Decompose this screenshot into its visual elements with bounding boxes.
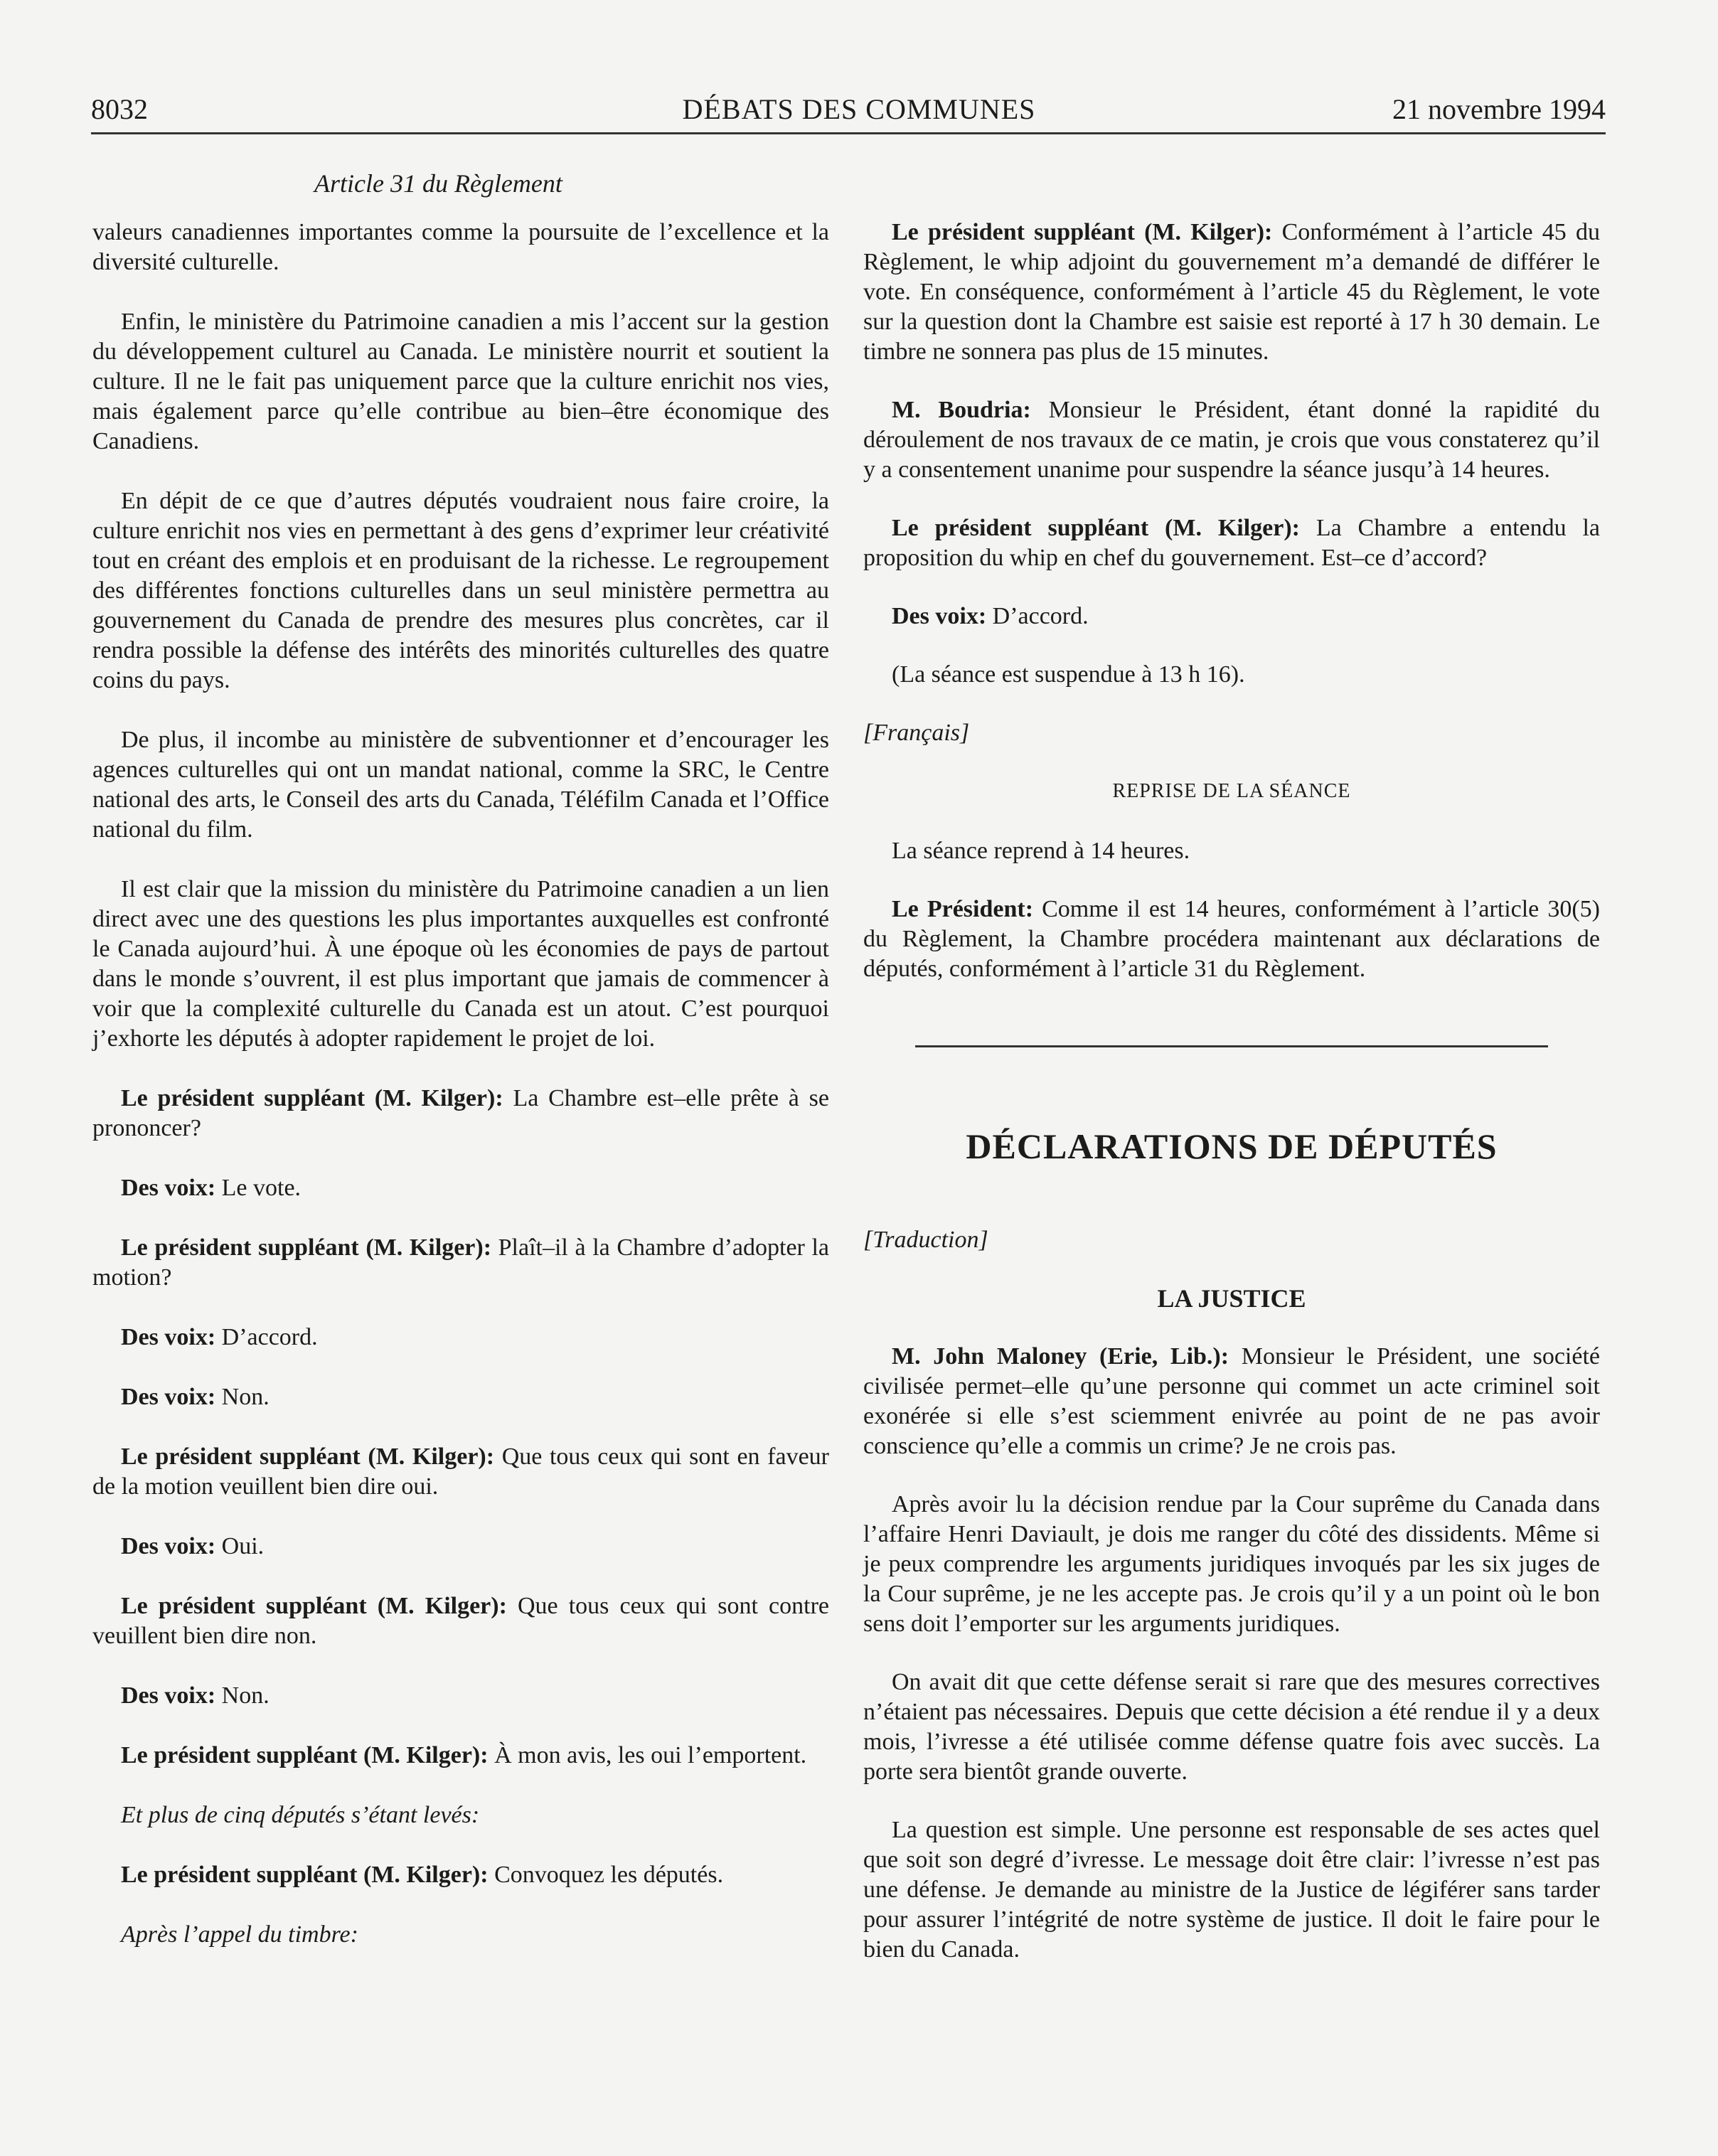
speech: [863, 602, 1600, 631]
publication-date: 21 novembre 1994: [1392, 93, 1606, 125]
speech: [863, 513, 1600, 573]
procedural-note: (La séance est suspendue à 13 h 16).: [892, 661, 1245, 688]
speech: [92, 1741, 829, 1771]
speaker-name: Le président suppléant (M. Kilger):: [121, 1234, 492, 1261]
speech-text: Monsieur le Président, étant donné la rapidité du déroulement de nos travaux de ce matin, je crois que vous constaterez qu’il y a consentement unanime pour suspendre la séance jusqu’à 14 heures.: [863, 397, 1600, 483]
speaker-name: Le président suppléant (M. Kilger):: [121, 1443, 495, 1470]
language-marker: [Traduction]: [863, 1227, 988, 1253]
paragraph: Après avoir lu la décision rendue par la Cour suprême du Canada dans l’affaire Henri Daviault, je dois me ranger du côté des dissidents. Même si je peux comprendre les arguments juridiques invoqués par les six juges de la Cour suprême, je ne les accepte pas. Je crois qu’il y a un point où le bon sens doit l’emporter sur les arguments juridiques.: [863, 1491, 1600, 1637]
speech: [92, 1860, 829, 1890]
paragraph: En dépit de ce que d’autres députés voudraient nous faire croire, la culture enrichit nos vies en permettant à des gens d’exprimer leur créativité tout en créant des emplois et en produisant de la richesse. Le regroupement des différentes fonctions culturelles dans un seul ministère permettra au gouvernement du Canada de prendre des mesures plus concrètes, car il rendra possible la défense des intérêts des minorités culturelles des quatre coins du pays.: [92, 488, 829, 693]
speaker-name: M. John Maloney (Erie, Lib.):: [892, 1343, 1229, 1370]
speech-text: D’accord.: [215, 1324, 318, 1350]
speech-text: Non.: [215, 1682, 270, 1709]
speaker-name: Le Président:: [892, 896, 1034, 922]
speaker-name: Le président suppléant (M. Kilger):: [121, 1085, 503, 1111]
speech: [92, 1681, 829, 1711]
speech: [92, 1591, 829, 1651]
speaker-name: Le président suppléant (M. Kilger):: [121, 1593, 507, 1619]
speaker-name: Des voix:: [121, 1175, 216, 1201]
speaker-name: Le président suppléant (M. Kilger):: [121, 1862, 489, 1888]
right-column: [863, 218, 1600, 1993]
speech: [92, 1382, 829, 1412]
header-rule: [91, 132, 1606, 134]
page-number: 8032: [91, 93, 148, 125]
speech: [863, 218, 1600, 367]
speech-text: Non.: [215, 1384, 270, 1410]
paragraph: On avait dit que cette défense serait si rare que des mesures correctives n’étaient pas nécessaires. Depuis que cette décision a été rendue il y a deux mois, l’ivresse a été utilisée comme défense quatre fois avec succès. La porte sera bientôt grande ouverte.: [863, 1669, 1600, 1785]
paragraph: La question est simple. Une personne est responsable de ses actes quel que soit son degré d’ivresse. Le message doit être clair: l’ivresse n’est pas une défense. Je demande au ministre de la Justice de légiférer sans tarder pour assurer l’intégrité de notre système de justice. Il doit le faire pour le bien du Canada.: [863, 1817, 1600, 1963]
speaker-name: Des voix:: [121, 1384, 216, 1410]
speech-text: À mon avis, les oui l’emportent.: [488, 1742, 807, 1768]
speech: [863, 395, 1600, 485]
paragraph: Enfin, le ministère du Patrimoine canadien a mis l’accent sur la gestion du développement culturel au Canada. Le ministère nourrit et soutient la culture. Il ne le fait pas uniquement parce que la culture enrichit nos vies, mais également parce qu’elle contribue au bien–être économique des Canadiens.: [92, 309, 829, 454]
speech-text: Convoquez les députés.: [488, 1862, 724, 1888]
speaker-name: Le président suppléant (M. Kilger):: [892, 515, 1300, 541]
left-column: [92, 218, 829, 1980]
publication-title: DÉBATS DES COMMUNES: [682, 93, 1036, 125]
speech-text: Comme il est 14 heures, conformément à l’article 30(5) du Règlement, la Chambre procédera maintenant aux déclarations de députés, conformément à l’article 31 du Règlement.: [863, 896, 1600, 982]
procedural-note: Après l’appel du timbre:: [121, 1921, 358, 1948]
speaker-name: Le président suppléant (M. Kilger):: [892, 219, 1273, 245]
speaker-name: Des voix:: [892, 603, 987, 629]
speaker-name: Le président suppléant (M. Kilger):: [121, 1742, 489, 1768]
paragraph: valeurs canadiennes importantes comme la poursuite de l’excellence et la diversité culturelle.: [92, 219, 829, 275]
speech: [92, 1084, 829, 1143]
procedural-note: Et plus de cinq députés s’étant levés:: [121, 1802, 480, 1828]
running-subheading: Article 31 du Règlement: [314, 169, 562, 198]
speech-text: D’accord.: [986, 603, 1089, 629]
speech: [863, 1342, 1600, 1461]
section-title: DÉCLARATIONS DE DÉPUTÉS: [966, 1126, 1498, 1166]
speech: [92, 1233, 829, 1293]
section-divider: [915, 1045, 1548, 1047]
paragraph: Il est clair que la mission du ministère du Patrimoine canadien a un lien direct avec une des questions les plus importantes auxquelles est confronté le Canada aujourd’hui. À une époque où les économies de pays de partout dans le monde s’ouvrent, il est plus important que jamais de commencer à voir que la complexité culturelle du Canada est un atout. C’est pourquoi j’exhorte les députés à adopter rapidement le projet de loi.: [92, 876, 829, 1052]
speaker-name: M. Boudria:: [892, 397, 1031, 423]
subsection-title: LA JUSTICE: [1157, 1284, 1306, 1313]
speech-text: Monsieur le Président, une société civilisée permet–elle qu’une personne qui commet un acte criminel soit exonérée si elle s’est sciemment enivrée au point de ne pas avoir conscience qu’elle a commis un crime? Je ne crois pas.: [863, 1343, 1600, 1459]
paragraph: De plus, il incombe au ministère de subventionner et d’encourager les agences culturelles qui ont un mandat national, comme la SRC, le Centre national des arts, le Conseil des arts du Canada, Téléfilm Canada et l’Office national du film.: [92, 727, 829, 843]
procedural-note: La séance reprend à 14 heures.: [892, 838, 1190, 864]
speech: [92, 1173, 829, 1203]
resumption-heading: REPRISE DE LA SÉANCE: [1112, 780, 1351, 802]
speaker-name: Des voix:: [121, 1533, 216, 1559]
speech-text: Oui.: [215, 1533, 265, 1559]
speech-text: Que tous ceux qui sont contre veuillent bien dire non.: [92, 1593, 830, 1649]
speech: [92, 1442, 829, 1502]
speech-text: Que tous ceux qui sont en faveur de la motion veuillent bien dire oui.: [92, 1443, 829, 1500]
language-marker: [Français]: [863, 720, 970, 746]
speech: [92, 1532, 829, 1562]
speech-text: Le vote.: [215, 1175, 302, 1201]
speech-text: La Chambre a entendu la proposition du whip en chef du gouvernement. Est–ce d’accord?: [863, 515, 1600, 571]
speech-text: Conformément à l’article 45 du Règlement, le whip adjoint du gouvernement m’a demandé de différer le vote. En conséquence, conformément à l’article 45 du Règlement, le vote sur la question dont la Chambre est saisie est reporté à 17 h 30 demain. Le timbre ne sonnera pas plus de 15 minutes.: [863, 219, 1601, 365]
speaker-name: Des voix:: [121, 1682, 216, 1709]
speech: [92, 1323, 829, 1352]
speaker-name: Des voix:: [121, 1324, 216, 1350]
speech: [863, 895, 1600, 984]
speech-text: Plaît–il à la Chambre d’adopter la motion?: [92, 1234, 830, 1291]
speech-text: La Chambre est–elle prête à se prononcer?: [92, 1085, 829, 1141]
